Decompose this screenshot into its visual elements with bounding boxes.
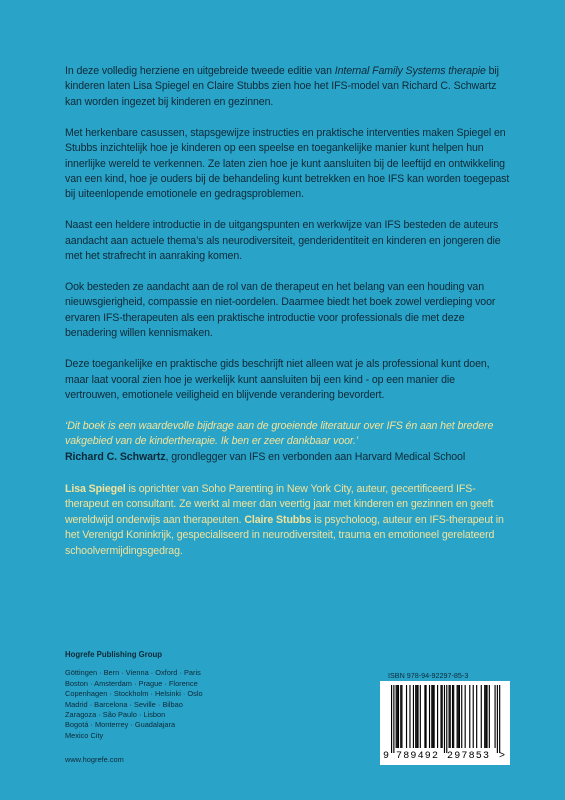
barcode-bar: [429, 685, 430, 748]
barcode-bar: [417, 685, 418, 748]
publisher-cities-6: Bogotá · Monterrey · Guadalajara: [65, 720, 176, 730]
barcode-bar: [409, 685, 410, 748]
publisher-cities-2: Boston · Amsterdam · Prague · Florence: [65, 678, 198, 688]
endorsement-author-name: Richard C. Schwartz: [65, 450, 166, 463]
barcode-bar: [400, 685, 401, 748]
barcode-bar: [446, 685, 447, 753]
publisher-cities-5: Zaragoza · São Paulo · Lisbon: [65, 710, 166, 720]
barcode-bar: [393, 685, 394, 753]
barcode-bar: [497, 685, 498, 753]
barcode-bar: [449, 685, 450, 748]
barcode-digit-first: 9: [383, 751, 390, 762]
barcode-bar: [431, 685, 432, 748]
barcode-bar: [401, 685, 402, 748]
barcode-bar: [476, 685, 477, 748]
author-name-spiegel: Lisa Spiegel: [65, 483, 126, 496]
barcode-bar: [499, 685, 500, 753]
author-bio-stubbs: is psycholoog, auteur en IFS-therapeut in het Verenigd Koninkrijk, gespecialiseerd in neurodiversiteit, trauma en emotioneel gerelateerd schoolvermijdingsgedrag.: [65, 513, 504, 557]
endorsement-author-role: , grondlegger van IFS en verbonden aan Harvard Medical School: [165, 450, 466, 463]
barcode-bar: [420, 685, 421, 748]
isbn-label: ISBN 978-94-92297-85-3: [388, 671, 469, 680]
barcode-bar: [424, 685, 425, 748]
barcode-bar: [434, 685, 435, 748]
barcode-bar: [457, 685, 458, 748]
endorsement-quote: ‘Dit boek is een waardevolle bijdrage aan de groeiende literatuur over IFS én aan het bredere vakgebied van de kindertherapie. Ik ben er zeer dankbaar voor.’: [65, 419, 494, 448]
barcode-bar: [437, 685, 438, 748]
barcode-bar: [396, 685, 397, 748]
publisher-cities-1: Göttingen · Bern · Vienna · Oxford · Paris: [65, 668, 201, 678]
barcode-bar: [397, 685, 398, 748]
intro-text-end: bij kinderen laten Lisa Spiegel en Claire Stubbs zien hoe het IFS-model van Richard C. Schwartz kan worden ingezet bij kinderen en gezinnen.: [65, 65, 499, 108]
barcode-bar: [469, 685, 470, 748]
barcode-quiet-mark: >: [499, 751, 506, 762]
publisher-website: www.hogrefe.com: [65, 755, 124, 765]
barcode-bar: [453, 685, 454, 748]
paragraph-intro: [65, 64, 510, 110]
barcode-bar: [406, 685, 407, 748]
barcode-bar: [458, 685, 459, 748]
barcode-digits-right: 297853: [447, 751, 491, 762]
barcode-bar: [415, 685, 416, 748]
author-bio-spiegel: is oprichter van Soho Parenting in New York City, auteur, gecertificeerd IFS-therapeut en consultant. Ze werkt al meer dan veertig jaar met kinderen en gezinnen en geeft wereldwijd onderwijs aan therapeuten.: [65, 483, 494, 526]
barcode-bar: [391, 685, 392, 753]
barcode-bar: [413, 685, 414, 748]
barcode-bar: [489, 685, 490, 748]
publisher-name: Hogrefe Publishing Group: [65, 650, 163, 659]
paragraph-guide: Deze toegankelijke en praktische gids beschrijft niet alleen wat je als professional kunt doen, maar laat vooral zien hoe je werkelijk kunt aansluiten bij een kind - op een manier die vertrouwen, emotionele veiligheid en blijvende verandering bevordert.: [65, 358, 490, 401]
book-title-italic: Internal Family Systems therapie: [334, 65, 486, 77]
barcode-bar: [486, 685, 487, 748]
barcode-bar: [416, 685, 417, 748]
publisher-cities-3: Copenhagen · Stockholm · Helsinki · Oslo: [65, 689, 203, 699]
intro-text-start: In deze volledig herziene en uitgebreide tweede editie van: [65, 65, 335, 77]
barcode: [380, 681, 510, 765]
barcode-bar: [432, 685, 433, 748]
endorsement-author: [65, 450, 510, 465]
back-cover-text: [65, 64, 510, 575]
barcode-bar: [473, 685, 474, 748]
author-bios: [65, 482, 510, 559]
paragraph-themes: Naast een heldere introductie in de uitgangspunten en werkwijze van IFS besteden de auteurs aandacht aan actuele thema’s als neurodiversiteit, genderidentiteit en kinderen en jongeren die met het strafrecht in aanraking komen.: [65, 219, 501, 263]
barcode-bar: [444, 685, 445, 753]
barcode-bar: [461, 685, 462, 748]
barcode-digits-left: 789492: [396, 751, 440, 762]
barcode-bar: [459, 685, 460, 748]
barcode-bar: [442, 685, 443, 748]
publisher-cities-7: Mexico City: [65, 730, 104, 740]
barcode-bar: [450, 685, 451, 748]
author-name-stubbs: Claire Stubbs: [244, 513, 312, 526]
barcode-bar: [485, 685, 486, 748]
barcode-bar: [398, 685, 399, 748]
publisher-cities-4: Madrid · Barcelona · Seville · Bilbao: [65, 699, 183, 709]
barcode-bar: [440, 685, 441, 748]
paragraph-method: Met herkenbare casussen, stapsgewijze instructies en praktische interventies maken Spiegel en Stubbs inzichtelijk hoe je kinderen op een speelse en toegankelijke manier kunt helpen hun innerlijke wereld te verkennen. Ze laten zien hoe je kunt aansluiten bij de leeftijd en ontwikkeling van een kind, hoe je ouders bij de behandeling kunt betrekken en hoe IFS kan worden toegepast bij uiteenlopende emotionele en gedragsproblemen.: [65, 126, 510, 201]
barcode-bar: [495, 685, 496, 748]
barcode-bar: [484, 685, 485, 748]
paragraph-therapist-role: Ook besteden ze aandacht aan de rol van de therapeut en het belang van een houding van nieuwsgierigheid, compassie en niet-oordelen. Daarmee biedt het boek zowel verdieping voor ervaren IFS-therapeuten als een praktische introductie voor professionals die met deze benadering willen kennismaken.: [65, 280, 496, 340]
barcode-bar: [481, 685, 482, 748]
barcode-bar: [452, 685, 453, 748]
publisher-block: [65, 650, 265, 766]
barcode-bar: [426, 685, 427, 748]
barcode-bar: [465, 685, 466, 748]
